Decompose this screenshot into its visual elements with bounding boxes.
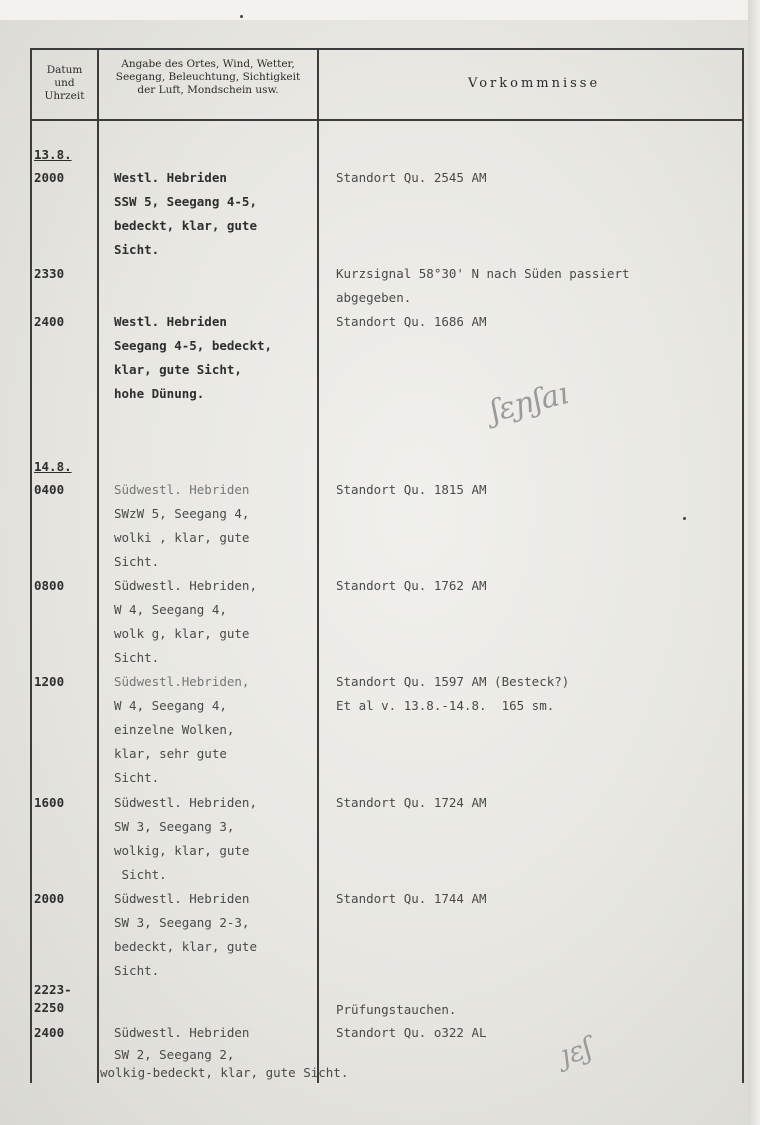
ink-dot xyxy=(683,517,686,520)
entry-place-line: bedeckt, klar, gute xyxy=(114,218,257,233)
entry-place-line: W 4, Seegang 4, xyxy=(114,698,227,713)
page-top-edge xyxy=(0,0,760,20)
entry-time: 0400 xyxy=(34,482,65,497)
entry-event-line: Standort Qu. 1597 AM (Besteck?) xyxy=(336,674,570,689)
entry-place-line: klar, gute Sicht, xyxy=(114,362,242,377)
entry-place-line: SW 3, Seegang 2-3, xyxy=(114,915,250,930)
entry-time: 0800 xyxy=(34,578,65,593)
table-right-border xyxy=(742,48,744,1083)
column-divider-2 xyxy=(317,48,319,1083)
table-left-border xyxy=(30,48,32,1083)
header-datum-uhrzeit: Datum und Uhrzeit xyxy=(44,64,85,102)
entry-event-line: abgegeben. xyxy=(336,290,412,305)
entry-event-line: Standort Qu. 1762 AM xyxy=(336,578,487,593)
entry-place-line: einzelne Wolken, xyxy=(114,722,235,737)
entry-time: 2400 xyxy=(34,1025,65,1040)
entry-place-line: wolkig-bedeckt, klar, gute Sicht. xyxy=(100,1065,349,1080)
entry-time: 2330 xyxy=(34,266,65,281)
entry-event-line: Standort Qu. 1744 AM xyxy=(336,891,487,906)
entry-place-line: Südwestl. Hebriden xyxy=(114,891,250,906)
entry-place-line: Sicht. xyxy=(114,963,160,978)
entry-place-line: SWzW 5, Seegang 4, xyxy=(114,506,250,521)
entry-place-line: SSW 5, Seegang 4-5, xyxy=(114,194,257,209)
handwritten-signature: ȷɛʃ xyxy=(555,1030,596,1073)
entry-place-line: wolki , klar, gute xyxy=(114,530,250,545)
entry-place-line: Südwestl.Hebriden, xyxy=(114,674,250,689)
column-divider-1 xyxy=(97,48,99,1083)
entry-place-line: Seegang 4-5, bedeckt, xyxy=(114,338,273,353)
entry-time: 2000 xyxy=(34,170,65,185)
entry-event-line: Standort Qu. 1724 AM xyxy=(336,795,487,810)
header-vorkommnisse: Vorkommnisse xyxy=(468,76,601,91)
entry-time: 2000 xyxy=(34,891,65,906)
header-divider xyxy=(30,119,744,121)
entry-place-line: SW 3, Seegang 3, xyxy=(114,819,235,834)
entry-place-line: klar, sehr gute xyxy=(114,746,227,761)
entry-event-line: Standort Qu. 2545 AM xyxy=(336,170,487,185)
entry-place-line: Westl. Hebriden xyxy=(114,314,227,329)
entry-place-line: W 4, Seegang 4, xyxy=(114,602,227,617)
entry-event-line: Prüfungstauchen. xyxy=(336,1002,457,1017)
entry-event-line: Et al v. 13.8.-14.8. 165 sm. xyxy=(336,698,555,713)
entry-place-line: Südwestl. Hebriden xyxy=(114,482,250,497)
entry-place-line: bedeckt, klar, gute xyxy=(114,939,257,954)
date-label: 13.8. xyxy=(34,147,72,162)
entry-time: 2223- xyxy=(34,982,72,997)
table-top-border xyxy=(30,48,744,50)
entry-place-line: Sicht. xyxy=(114,650,160,665)
entry-place-line: Sicht. xyxy=(114,554,160,569)
entry-place-line: Südwestl. Hebriden xyxy=(114,1025,250,1040)
entry-place-line: Sicht. xyxy=(114,867,167,882)
entry-event-line: Kurzsignal 58°30' N nach Süden passiert xyxy=(336,266,630,281)
entry-time: 2250 xyxy=(34,1000,65,1015)
date-label: 14.8. xyxy=(34,459,72,474)
entry-place-line: Sicht. xyxy=(114,242,160,257)
entry-event-line: Standort Qu. 1815 AM xyxy=(336,482,487,497)
entry-time: 1200 xyxy=(34,674,65,689)
entry-place-line: wolkig, klar, gute xyxy=(114,843,250,858)
entry-event-line: Standort Qu. 1686 AM xyxy=(336,314,487,329)
entry-time: 1600 xyxy=(34,795,65,810)
page-right-edge xyxy=(748,0,760,1125)
entry-place-line: Südwestl. Hebriden, xyxy=(114,795,257,810)
entry-time: 2400 xyxy=(34,314,65,329)
ink-dot xyxy=(240,15,243,18)
entry-place-line: SW 2, Seegang 2, xyxy=(114,1047,235,1062)
entry-place-line: wolk g, klar, gute xyxy=(114,626,250,641)
entry-place-line: Sicht. xyxy=(114,770,160,785)
entry-place-line: hohe Dünung. xyxy=(114,386,205,401)
entry-event-line: Standort Qu. o322 AL xyxy=(336,1025,487,1040)
header-ort-wetter: Angabe des Ortes, Wind, Wetter, Seegang, Beleuchtung, Sichtigkeit der Luft, Mondschein usw. xyxy=(115,58,301,96)
entry-place-line: Südwestl. Hebriden, xyxy=(114,578,257,593)
entry-place-line: Westl. Hebriden xyxy=(114,170,227,185)
handwritten-signature: ʃɛɲʃaı xyxy=(486,375,573,430)
